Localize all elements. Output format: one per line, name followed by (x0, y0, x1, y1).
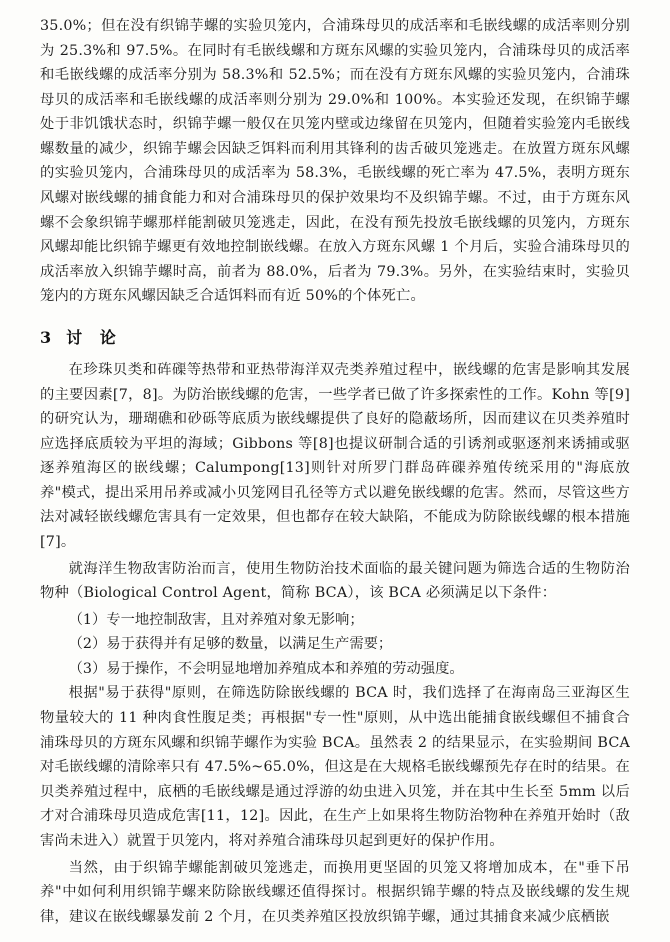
list-item: （3）易于操作，不会明显地增加养殖成本和养殖的劳动强度。 (68, 660, 464, 677)
section-heading-discussion (40, 325, 630, 348)
paragraph-continuation: 35.0%；但在没有织锦芋螺的实验贝笼内，合浦珠母贝的成活率和毛嵌线螺的成活率则分别为 25.3%和 97.5%。在同时有毛嵌线螺和方斑东风螺的实验贝笼内，合浦珠母贝的成活率和毛嵌线螺的成活率分别为 58.3%和 52.5%；而在没有方斑东风螺的实验贝笼内，合浦珠母贝的成活率和毛嵌线螺的成活率则分别为 29.0%和 100%。本实验还发现，在织锦芋螺处于非饥饿状态时，织锦芋螺一般仅在贝笼内壁或边缘留在贝笼内，但随着实验笼内毛嵌线螺数量的减少，织锦芋螺会因缺乏饵料而利用其锋利的齿舌破贝笼逃走。在放置方斑东风螺的实验贝笼内，合浦珠母贝的成活率为 58.3%，毛嵌线螺的死亡率为 47.5%，表明方斑东风螺对嵌线螺的捕食能力和对合浦珠母贝的保护效果均不及织锦芋螺。不过，由于方斑东风螺不会象织锦芋螺那样能割破贝笼逃走，因此，在没有预先投放毛嵌线螺的贝笼内，方斑东风螺却能比织锦芋螺更有效地控制嵌线螺。在放入方斑东风螺 1 个月后，实验合浦珠母贝的成活率放入织锦芋螺时高，前者为 88.0%，后者为 79.3%。另外，在实验结束时，实验贝笼内的方斑东风螺因缺乏合适饵料而有近 50%的个体死亡。 (40, 18, 630, 305)
paragraph-discussion-2: 就海洋生物敌害防治而言，使用生物防治技术面临的最关键问题为筛选合适的生物防治物种（Biological Control Agent，简称 BCA），该 BCA 必须满足以下条件： (40, 560, 630, 602)
paragraph-closing-1: 根据"易于获得"原则，在筛选防除嵌线螺的 BCA 时，我们选择了在海南岛三亚海区生物量较大的 11 种肉食性腹足类；再根据"专一性"原则，从中选出能捕食嵌线螺但不捕食合浦珠母贝的方斑东风螺和织锦芋螺作为实验 BCA。虽然表 2 的结果显示，在实验期间 BCA 对毛嵌线螺的清除率只有 47.5%~65.0%，但这是在大规格毛嵌线螺预先存在时的结果。在贝类养殖过程中，底栖的毛嵌线螺是通过浮游的幼虫进入贝笼，并在其中生长至 5mm 以后才对合浦珠母贝造成危害[11，12]。因此，在生产上如果将生物防治物种在养殖开始时（敌害尚未进入）就置于贝笼内，将对养殖合浦珠母贝起到更好的保护作用。 (40, 685, 630, 849)
list-item: （1）专一地控制敌害，且对养殖对象无影响； (68, 611, 364, 628)
section-title: 讨 论 (66, 327, 122, 347)
section-number: 3 (40, 327, 53, 347)
paragraph-discussion-1: 在珍珠贝类和砗磲等热带和亚热带海洋双壳类养殖过程中，嵌线螺的危害是影响其发展的主要因素[7，8]。为防治嵌线螺的危害，一些学者已做了许多探索性的工作。Kohn 等[9]的研究认为，珊瑚礁和砂砾等底质为嵌线螺提供了良好的隐蔽场所，因而建议在贝类养殖时应选择底质较为平坦的海域；Gibbons 等[8]也提议研制合适的引诱剂或驱逐剂来诱捕或驱逐养殖海区的嵌线螺；Calumpong[13]则针对所罗门群岛砗磲养殖传统采用的"海底放养"模式，提出采用吊养或减小贝笼网目孔径等方式以避免嵌线螺的危害。然而，尽管这些方法对减轻嵌线螺危害具有一定效果，但也都存在较大缺陷，不能成为防除嵌线螺的根本措施[7]。 (40, 361, 630, 550)
paragraph-closing-2: 当然，由于织锦芋螺能割破贝笼逃走，而换用更坚固的贝笼又将增加成本，在"垂下吊养"中如何利用织锦芋螺来防除嵌线螺还值得探讨。根据织锦芋螺的特点及嵌线螺的发生规律，建议在嵌线螺暴发前 2 个月，在贝类养殖区投放织锦芋螺，通过其捕食来减少底栖嵌 (40, 859, 630, 925)
list-item: （2）易于获得并有足够的数量，以满足生产需要； (68, 636, 393, 653)
